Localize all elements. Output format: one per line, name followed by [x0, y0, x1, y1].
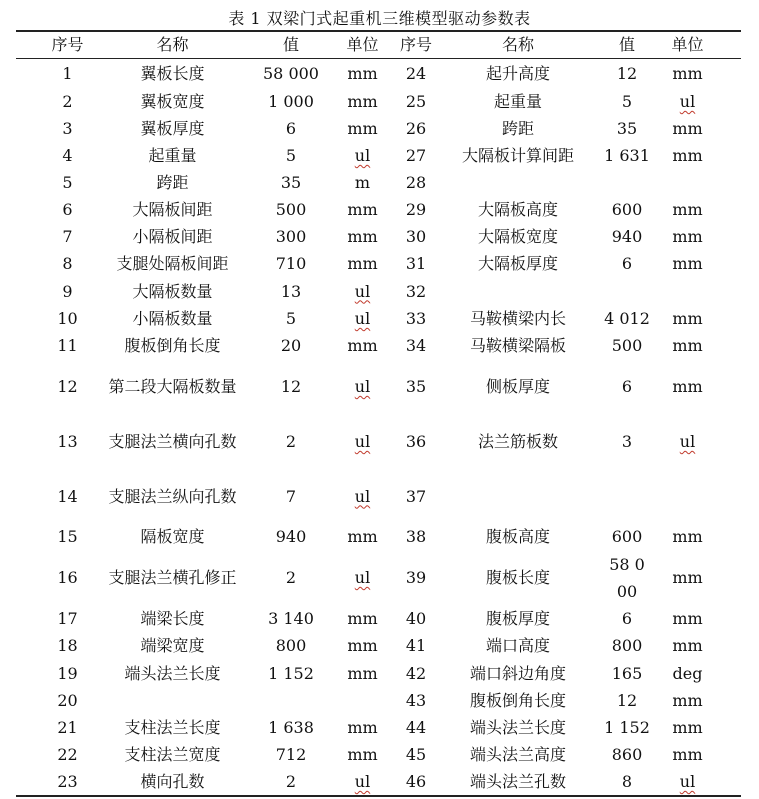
table-cell-unit: mm — [347, 227, 378, 246]
table-cell-name — [448, 169, 588, 196]
table-cell-value: 500 — [611, 336, 643, 355]
table-cell-unit: mm — [672, 527, 703, 546]
table-cell-unit: ul — [679, 772, 696, 791]
table-cell-unit: mm — [347, 64, 378, 83]
table-cell-value: 4 012 — [604, 309, 650, 328]
table-cell-name: 端头法兰长度 — [124, 663, 221, 683]
table-cell-name: 端头法兰长度 — [469, 718, 566, 737]
table-cell-unit: mm — [672, 568, 703, 587]
table-cell-name: 大隔板计算间距 — [461, 146, 574, 165]
table-cell-value: 58 000 — [263, 64, 319, 83]
table-cell-name — [448, 277, 588, 305]
header-unit: 单位 — [671, 35, 704, 54]
table-cell-value: 600 — [611, 527, 643, 546]
table-cell-unit: ul — [354, 377, 371, 396]
table-cell-value: 5 — [285, 146, 297, 165]
table-cell-unit: mm — [347, 200, 378, 219]
table-cell-name: 马鞍横梁内长 — [469, 309, 566, 328]
table-cell-value: 12 — [616, 691, 638, 710]
table-cell-seq: 7 — [62, 227, 73, 246]
table-cell-unit: mm — [672, 254, 703, 273]
table-cell-name: 起升高度 — [485, 64, 550, 83]
header-rule — [16, 58, 741, 59]
table-caption: 表 1 双梁门式起重机三维模型驱动参数表 — [228, 9, 531, 28]
table-cell-seq: 33 — [405, 309, 427, 328]
table-cell-seq: 29 — [405, 200, 427, 219]
table-cell-value: 35 — [280, 173, 302, 192]
table-cell-unit: mm — [347, 609, 378, 628]
table-cell-seq: 17 — [57, 609, 78, 628]
table-cell-unit: mm — [672, 227, 703, 246]
table-cell-value: 600 — [611, 200, 643, 219]
table-cell-unit: mm — [347, 745, 378, 764]
table-cell-unit: mm — [347, 663, 378, 683]
table-cell-seq: 35 — [405, 377, 427, 396]
table-cell-value: 6 — [621, 254, 633, 273]
table-cell-name: 支腿法兰纵向孔数 — [108, 486, 237, 506]
table-cell-unit: ul — [354, 309, 371, 328]
table-cell-unit — [655, 169, 720, 196]
table-cell-seq: 28 — [405, 173, 427, 192]
table-cell-name: 支腿处隔板间距 — [116, 254, 229, 273]
table-cell-unit: ul — [679, 432, 696, 451]
table-cell-seq: 43 — [405, 691, 427, 710]
table-cell-unit: m — [354, 173, 371, 192]
table-cell-seq: 25 — [405, 92, 427, 111]
table-cell-name: 跨距 — [501, 119, 534, 138]
header-value: 值 — [282, 35, 299, 54]
table-cell-seq: 11 — [57, 336, 78, 355]
table-cell-name: 支柱法兰宽度 — [124, 745, 221, 764]
table-cell-value: 800 — [611, 636, 643, 655]
table-cell-value: 6 — [285, 119, 297, 138]
table-cell-unit — [655, 469, 720, 523]
table-cell-value: 3 140 — [268, 609, 314, 628]
table-cell-name: 大隔板厚度 — [477, 254, 558, 273]
table-cell-name: 端口高度 — [485, 636, 550, 655]
table-cell-unit: ul — [354, 486, 371, 506]
table-cell-value: 5 — [285, 309, 297, 328]
table-cell-name: 小隔板间距 — [132, 227, 213, 246]
header-name: 名称 — [156, 35, 189, 54]
table-cell-name: 腹板高度 — [485, 527, 550, 546]
table-cell-name: 翼板宽度 — [140, 92, 205, 111]
table-cell-seq: 18 — [57, 636, 78, 655]
table-cell-seq: 6 — [62, 200, 73, 219]
table-cell-seq: 16 — [57, 568, 78, 587]
table-cell-unit: ul — [354, 281, 371, 301]
table-cell-seq: 10 — [57, 309, 78, 328]
table-cell-seq: 37 — [405, 486, 427, 506]
table-cell-unit: mm — [672, 691, 703, 710]
table-cell-seq: 5 — [62, 173, 73, 192]
header-unit: 单位 — [346, 35, 379, 54]
table-cell-unit: mm — [347, 527, 378, 546]
table-cell-value: 58 000 — [609, 554, 645, 601]
table-cell-seq: 19 — [57, 663, 78, 683]
table-cell-seq: 14 — [57, 486, 78, 506]
table-cell-unit: mm — [347, 254, 378, 273]
table-cell-seq: 9 — [62, 281, 73, 301]
table-cell-value: 940 — [275, 527, 307, 546]
table-cell-value: 500 — [275, 200, 307, 219]
table-cell-seq: 15 — [57, 527, 78, 546]
table-cell-value: 300 — [275, 227, 307, 246]
table-cell-name: 隔板宽度 — [140, 527, 205, 546]
table-cell-name: 端梁宽度 — [140, 636, 205, 655]
table-cell-name: 端口斜边角度 — [469, 663, 566, 683]
table-cell-name: 小隔板数量 — [132, 309, 213, 328]
table-cell-value: 6 — [621, 609, 633, 628]
table-cell-seq: 21 — [57, 718, 78, 737]
table-cell-name: 横向孔数 — [140, 772, 205, 791]
table-cell-unit: mm — [672, 146, 703, 165]
table-cell-unit: mm — [672, 609, 703, 628]
table-cell-name: 大隔板间距 — [132, 200, 213, 219]
table-cell-value: 2 — [285, 772, 297, 791]
table-cell-value: 7 — [285, 486, 297, 506]
table-cell-value: 1 000 — [268, 92, 314, 111]
table-cell-value: 165 — [611, 663, 643, 683]
table-cell-value: 13 — [280, 281, 302, 301]
table-cell-seq: 45 — [405, 745, 427, 764]
table-cell-name: 翼板厚度 — [140, 119, 205, 138]
table-cell-value: 35 — [616, 119, 638, 138]
table-cell-value: 1 631 — [604, 146, 650, 165]
table-cell-unit: mm — [347, 336, 378, 355]
table-cell-seq: 23 — [57, 772, 78, 791]
table-cell-unit: mm — [672, 745, 703, 764]
table-cell-name: 支柱法兰长度 — [124, 718, 221, 737]
table-cell-value: 5 — [621, 92, 633, 111]
header-seq: 序号 — [399, 35, 432, 54]
table-cell-seq: 41 — [405, 636, 427, 655]
table-cell-value: 1 638 — [268, 718, 314, 737]
table-cell-value: 2 — [285, 568, 297, 587]
table-cell-seq: 4 — [62, 146, 73, 165]
table-cell-name: 支腿法兰横向孔数 — [108, 432, 237, 451]
header-name: 名称 — [501, 35, 534, 54]
table-cell-value: 712 — [275, 745, 307, 764]
table-cell-name: 马鞍横梁隔板 — [469, 336, 566, 355]
table-cell-unit: mm — [672, 200, 703, 219]
table-cell-unit: mm — [347, 718, 378, 737]
table-cell-seq: 40 — [405, 609, 427, 628]
table-cell-name: 腹板倒角长度 — [124, 336, 221, 355]
table-cell-unit: mm — [672, 718, 703, 737]
table-cell-seq: 20 — [57, 691, 78, 710]
table-cell-unit: ul — [354, 772, 371, 791]
table-cell-unit: deg — [672, 663, 703, 683]
table-cell-name — [448, 469, 588, 523]
table-cell-name: 端梁长度 — [140, 609, 205, 628]
table-cell-seq: 36 — [405, 432, 427, 451]
table-cell-unit: ul — [354, 432, 371, 451]
table-cell-name: 大隔板宽度 — [477, 227, 558, 246]
table-cell-unit: ul — [354, 146, 371, 165]
table-cell-name: 大隔板数量 — [132, 281, 213, 301]
table-cell-value — [245, 687, 337, 714]
table-cell-value: 6 — [621, 377, 633, 396]
table-cell-name: 翼板长度 — [140, 64, 205, 83]
table-cell-seq: 38 — [405, 527, 427, 546]
table-cell-seq: 27 — [405, 146, 427, 165]
table-cell-value: 1 152 — [268, 663, 314, 683]
table-cell-seq: 13 — [57, 432, 78, 451]
table-cell-name: 大隔板高度 — [477, 200, 558, 219]
bottom-rule — [16, 795, 741, 797]
table-cell-value: 8 — [621, 772, 633, 791]
table-cell-unit: mm — [672, 377, 703, 396]
table-cell-name — [100, 687, 245, 714]
table-cell-seq: 39 — [405, 568, 427, 587]
table-cell-seq: 30 — [405, 227, 427, 246]
table-cell-value: 710 — [275, 254, 307, 273]
table-cell-name: 支腿法兰横孔修正 — [108, 568, 237, 587]
table-cell-unit: mm — [672, 636, 703, 655]
table-cell-seq: 3 — [62, 119, 73, 138]
table-cell-seq: 8 — [62, 254, 73, 273]
table-cell-unit: mm — [347, 92, 378, 111]
table-cell-seq: 24 — [405, 64, 427, 83]
table-cell-value: 3 — [621, 432, 633, 451]
table-cell-value: 800 — [275, 636, 307, 655]
table-cell-unit — [655, 277, 720, 305]
table-cell-name: 起重量 — [148, 146, 197, 165]
table-cell-name: 起重量 — [493, 92, 542, 111]
header-value: 值 — [618, 35, 635, 54]
table-cell-seq: 2 — [62, 92, 73, 111]
table-cell-seq: 12 — [57, 377, 78, 396]
table-cell-seq: 44 — [405, 718, 427, 737]
table-cell-value: 20 — [280, 336, 302, 355]
table-cell-value: 860 — [611, 745, 643, 764]
table-cell-seq: 31 — [405, 254, 427, 273]
table-cell-seq: 34 — [405, 336, 427, 355]
table-cell-unit: mm — [672, 119, 703, 138]
table-cell-name: 腹板长度 — [485, 568, 550, 587]
table-cell-value: 12 — [280, 377, 302, 396]
table-cell-value: 2 — [285, 432, 297, 451]
table-cell-unit: ul — [679, 92, 696, 111]
table-cell-name: 端头法兰孔数 — [469, 772, 566, 791]
table-cell-seq: 1 — [62, 64, 73, 83]
table-cell-name: 跨距 — [156, 173, 189, 192]
table-cell-seq: 22 — [57, 745, 78, 764]
table-cell-name: 法兰筋板数 — [477, 432, 558, 451]
table-cell-seq: 46 — [405, 772, 427, 791]
header-seq: 序号 — [51, 35, 84, 54]
table-cell-unit: ul — [354, 568, 371, 587]
table-cell-unit: mm — [672, 309, 703, 328]
table-cell-name: 第二段大隔板数量 — [108, 377, 237, 396]
table-cell-name: 腹板倒角长度 — [469, 691, 566, 710]
table-cell-unit: mm — [672, 336, 703, 355]
table-cell-value: 940 — [611, 227, 643, 246]
table-cell-value: 1 152 — [604, 718, 650, 737]
table-cell-seq: 42 — [405, 663, 427, 683]
table-cell-name: 侧板厚度 — [485, 377, 550, 396]
table-cell-unit: mm — [347, 119, 378, 138]
table-cell-value: 12 — [616, 64, 638, 83]
table-cell-name: 腹板厚度 — [485, 609, 550, 628]
table-cell-seq: 26 — [405, 119, 427, 138]
table-cell-seq: 32 — [405, 281, 427, 301]
table-cell-unit: mm — [672, 64, 703, 83]
table-cell-unit: mm — [347, 636, 378, 655]
table-cell-name: 端头法兰高度 — [469, 745, 566, 764]
